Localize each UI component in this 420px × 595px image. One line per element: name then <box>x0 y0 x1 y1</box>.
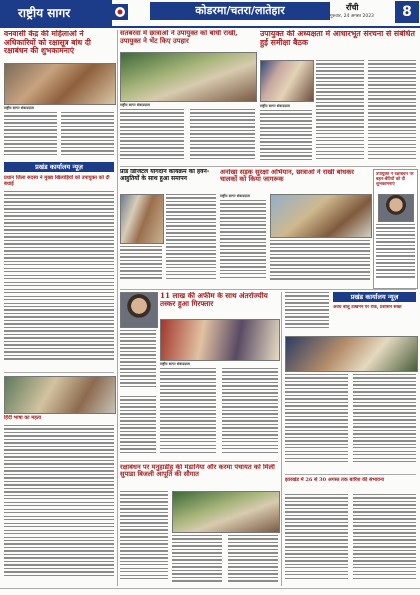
story-5-photo <box>120 194 164 244</box>
story-12-body-col2 <box>353 374 416 470</box>
accused-photo <box>120 292 158 328</box>
story-5-body-col0 <box>120 246 162 284</box>
story-6-byline: राष्ट्रीय सागर संवाददाता <box>220 194 250 198</box>
story-1-body <box>4 112 57 158</box>
story-7-body-col1 <box>120 396 156 458</box>
story-3-body <box>316 60 364 164</box>
story-9-headline: रक्षाबंधन पर मनुहाडीह की मंडानिया और करमा पंचायत को मिली सुपाडा बिजली आपूर्ति की सौगात <box>120 464 275 479</box>
story-4-headline: प्रधान जिला सदस्य ने मुख्य खिलाड़ियों को उपायुक्त को दी बधाई <box>4 175 110 187</box>
story-7-photo <box>160 319 280 361</box>
column-rule <box>281 292 282 586</box>
edition-city: राँची <box>346 3 359 12</box>
story-12-body <box>285 374 348 470</box>
section-band-1: प्रखंड कार्यालय न्यूज़ <box>4 162 114 172</box>
masthead <box>0 0 420 28</box>
story-12-photo <box>285 336 418 372</box>
story-7-headline: 11 लाख की अफीम के साथ अंतर्राज्यीय तस्कर हुआ गिरफ्तार <box>160 292 268 309</box>
divider <box>120 166 416 167</box>
story-5-headline: प्रांड डिजिटल योगदान कार्यक्रम का हवन-आहुतियों के साथ हुआ समापन <box>120 169 210 182</box>
side-box-body <box>376 224 415 284</box>
story-2-byline: राष्ट्रीय सागर संवाददाता <box>120 103 150 107</box>
story-2-photo <box>120 52 257 102</box>
section-band-2: प्रखंड कार्यालय न्यूज़ <box>333 292 416 302</box>
side-portrait-photo <box>378 194 414 222</box>
side-box <box>373 169 418 289</box>
story-9-body-col3 <box>228 535 278 586</box>
divider <box>4 372 114 373</box>
story-7-body <box>160 368 216 458</box>
story-7-body-col0 <box>120 330 156 392</box>
story-1-body-col2 <box>61 112 114 158</box>
paper-name: राष्ट्रीय सागर <box>0 0 112 26</box>
story-3-body-col0 <box>260 110 312 164</box>
story-2-body-col2 <box>190 109 255 163</box>
story-9-body <box>120 491 168 586</box>
story-1-byline: राष्ट्रीय सागर संवाददाता <box>4 106 34 110</box>
story-11-body <box>285 494 348 586</box>
story-3-photo <box>260 60 314 102</box>
story-1-headline: वनवासी केंद्र की महिलाओं ने अधिकारियों को रक्षासूत्र बांध दी रक्षाबंधन की शुभकामनाएं <box>4 30 91 55</box>
story-3-body-col2 <box>368 60 416 164</box>
story-10-headline: हिंदी भाषा का महत्व <box>4 415 42 421</box>
divider <box>285 474 416 475</box>
story-6-headline: अनोखा सड़क सुरक्षा अभियान, छात्राओं ने राखी बांधकर चालकों को किया जागरूक <box>220 169 354 184</box>
story-9-body-col2 <box>172 535 222 586</box>
story-10-body <box>4 425 114 585</box>
newspaper-logo-icon <box>112 4 128 20</box>
story-2-body <box>120 109 184 163</box>
story-5-body <box>166 194 216 284</box>
edition-title: कोडरमा/चतरा/लातेहार <box>150 2 330 20</box>
column-rule <box>117 30 118 586</box>
story-11-body-col2 <box>353 494 416 586</box>
story-7-byline: राष्ट्रीय सागर संवाददाता <box>160 362 190 366</box>
edition-date: गुरुवार, 24 अगस्त 2023 <box>330 14 374 19</box>
story-6-body-col2 <box>270 240 370 284</box>
story-12-headline: अवैध बालू उत्खनन पर रोक, प्रशासन सख्त <box>333 305 402 310</box>
story-8-headline: उपायुक्त ने रक्षाबंधन पर बहन-बेटियों को दी शुभकामनाएं <box>376 172 414 188</box>
story-4-body <box>4 191 114 369</box>
page-number: 8 <box>395 1 419 23</box>
divider <box>120 289 416 290</box>
story-3-headline: उपायुक्त की अध्यक्षता में आधारभूत संरचना से संबंधित हुई समीक्षा बैठक <box>260 30 415 47</box>
brief-body <box>285 292 329 332</box>
story-1-photo <box>4 63 116 105</box>
story-7-body-col2 <box>222 368 278 458</box>
story-6-body <box>220 200 266 284</box>
story-3-byline: राष्ट्रीय सागर संवाददाता <box>260 104 290 108</box>
story-2-headline: सतबरवा में छात्राओं ने उपायुक्त को बांधी राखी, उपायुक्त ने भेंट किए उपहार <box>120 30 238 45</box>
divider <box>120 461 278 462</box>
story-6-photo <box>270 194 372 238</box>
story-10-photo <box>4 376 116 414</box>
story-11-headline: झारखंड में 26 से 30 अगस्त तक बारिश की संभावना <box>285 477 385 483</box>
story-9-photo <box>172 491 280 533</box>
